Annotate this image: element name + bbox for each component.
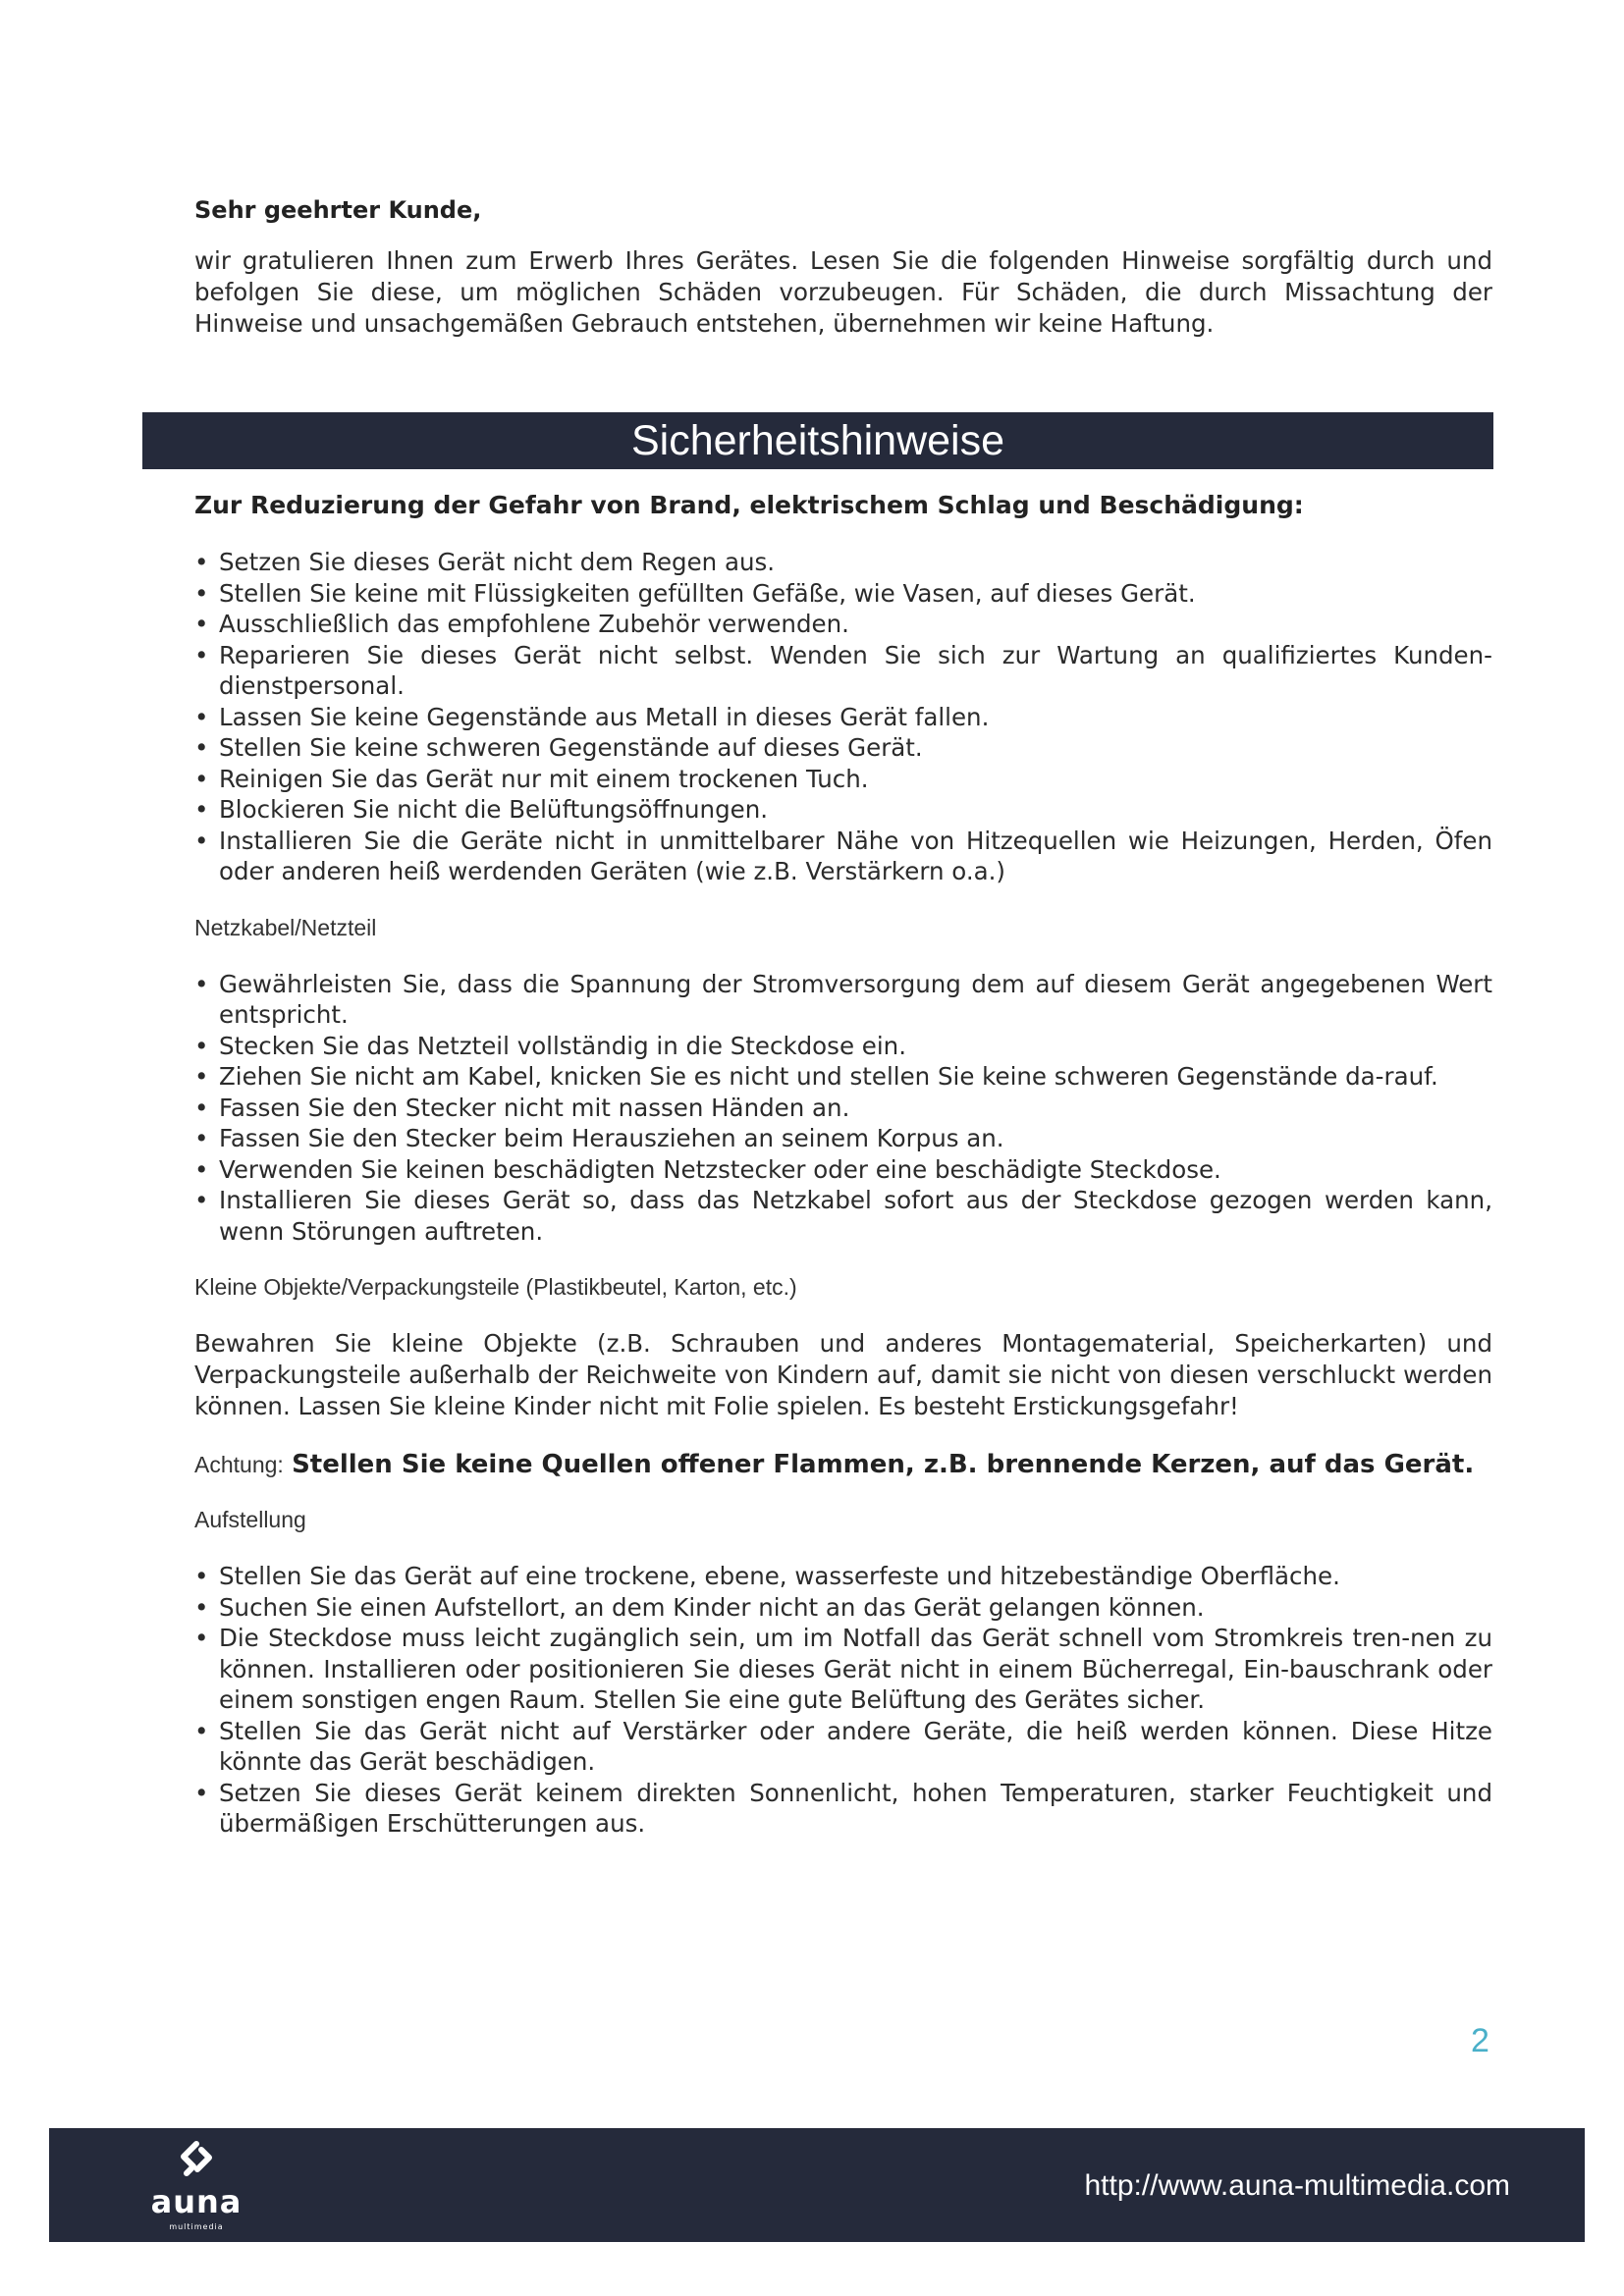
safety-lead: Zur Reduzierung der Gefahr von Brand, elektrischem Schlag und Beschädigung: <box>194 491 1304 519</box>
list-item: • Lassen Sie keine Gegenstände aus Metall in dieses Gerät fallen. <box>194 702 1492 733</box>
power-heading: Netzkabel/Netzteil <box>194 914 377 940</box>
section-banner: Sicherheitshinweise <box>142 412 1493 469</box>
list-item: • Stellen Sie das Gerät nicht auf Verstärker oder andere Geräte, die heiß werden können. Diese Hitze könnte das Gerät beschädigen. <box>194 1716 1492 1778</box>
footer-bar <box>49 2128 1585 2242</box>
safety-content <box>194 491 1492 1840</box>
list-item: • Ziehen Sie nicht am Kabel, knicken Sie es nicht und stellen Sie keine schweren Gegenstände da-rauf. <box>194 1061 1492 1093</box>
small-parts-paragraph: Bewahren Sie kleine Objekte (z.B. Schrauben und anderes Montagematerial, Speicherkarten) und Verpackungsteile außerhalb der Reichweite von Kindern auf, damit sie nicht von diesen verschluckt werden können. Lassen Sie kleine Kinder nicht mit Folie spielen. Es besteht Erstickungsgefahr! <box>194 1329 1492 1420</box>
footer-url[interactable]: http://www.auna-multimedia.com <box>1084 2169 1510 2202</box>
intro-paragraph: wir gratulieren Ihnen zum Erwerb Ihres Gerätes. Lesen Sie die folgenden Hinweise sorgfältig durch und befolgen Sie diese, um möglichen Schäden vorzubeugen. Für Schäden, die durch Missachtung der Hinweise und unsachgemäßen Gebrauch entstehen, übernehmen wir keine Haftung. <box>194 246 1492 338</box>
list-item: • Installieren Sie die Geräte nicht in unmittelbarer Nähe von Hitzequellen wie Heizungen, Herden, Öfen oder anderen heiß werdenden Geräten (wie z.B. Verstärkern o.a.) <box>194 826 1492 887</box>
list-item: • Stellen Sie das Gerät auf eine trockene, ebene, wasserfeste und hitzebeständige Oberfläche. <box>194 1561 1492 1592</box>
setup-list <box>194 1561 1492 1840</box>
list-item: • Stellen Sie keine mit Flüssigkeiten gefüllten Gefäße, wie Vasen, auf dieses Gerät. <box>194 578 1492 610</box>
list-item: • Stellen Sie keine schweren Gegenstände auf dieses Gerät. <box>194 732 1492 764</box>
greeting: Sehr geehrter Kunde, <box>194 196 482 224</box>
small-parts-heading: Kleine Objekte/Verpackungsteile (Plastikbeutel, Karton, etc.) <box>194 1274 797 1300</box>
safety-list <box>194 547 1492 887</box>
logo-subtitle: multimedia <box>169 2222 224 2231</box>
list-item: • Gewährleisten Sie, dass die Spannung der Stromversorgung dem auf diesem Gerät angegebenen Wert entspricht. <box>194 969 1492 1031</box>
setup-heading: Aufstellung <box>194 1507 306 1532</box>
page-number: 2 <box>1471 2022 1489 2059</box>
list-item: • Blockieren Sie nicht die Belüftungsöffnungen. <box>194 794 1492 826</box>
list-item: • Fassen Sie den Stecker beim Herausziehen an seinem Korpus an. <box>194 1123 1492 1154</box>
list-item: • Reparieren Sie dieses Gerät nicht selbst. Wenden Sie sich zur Wartung an qualifiziertes Kunden-dienstpersonal. <box>194 640 1492 702</box>
list-item: • Ausschließlich das empfohlene Zubehör verwenden. <box>194 609 1492 640</box>
warning-line <box>194 1450 1492 1479</box>
list-item: • Installieren Sie dieses Gerät so, dass das Netzkabel sofort aus der Steckdose gezogen werden kann, wenn Störungen auftreten. <box>194 1185 1492 1247</box>
list-item: • Die Steckdose muss leicht zugänglich sein, um im Notfall das Gerät schnell vom Stromkreis tren-nen zu können. Installieren oder positionieren Sie dieses Gerät nicht in einem Bücherregal, Ein-bauschrank oder einem sonstigen engen Raum. Stellen Sie eine gute Belüftung des Gerätes sicher. <box>194 1623 1492 1716</box>
list-item: • Fassen Sie den Stecker nicht mit nassen Händen an. <box>194 1093 1492 1124</box>
list-item: • Stecken Sie das Netzteil vollständig in die Steckdose ein. <box>194 1031 1492 1062</box>
intro-section <box>194 196 1492 340</box>
list-item: • Setzen Sie dieses Gerät keinem direkten Sonnenlicht, hohen Temperaturen, starker Feuchtigkeit und übermäßigen Erschütterungen aus. <box>194 1778 1492 1840</box>
warning-text: Stellen Sie keine Quellen offener Flammen, z.B. brennende Kerzen, auf das Gerät. <box>292 1450 1475 1479</box>
power-list <box>194 969 1492 1248</box>
list-item: • Suchen Sie einen Aufstellort, an dem Kinder nicht an das Gerät gelangen können. <box>194 1592 1492 1624</box>
list-item: • Verwenden Sie keinen beschädigten Netzstecker oder eine beschädigte Steckdose. <box>194 1154 1492 1186</box>
list-item: • Reinigen Sie das Gerät nur mit einem trockenen Tuch. <box>194 764 1492 795</box>
logo-mark-icon <box>142 2140 250 2183</box>
logo-wordmark: auna <box>150 2183 243 2220</box>
warning-label: Achtung: <box>194 1452 284 1477</box>
brand-logo <box>142 2140 250 2230</box>
list-item: • Setzen Sie dieses Gerät nicht dem Regen aus. <box>194 547 1492 578</box>
